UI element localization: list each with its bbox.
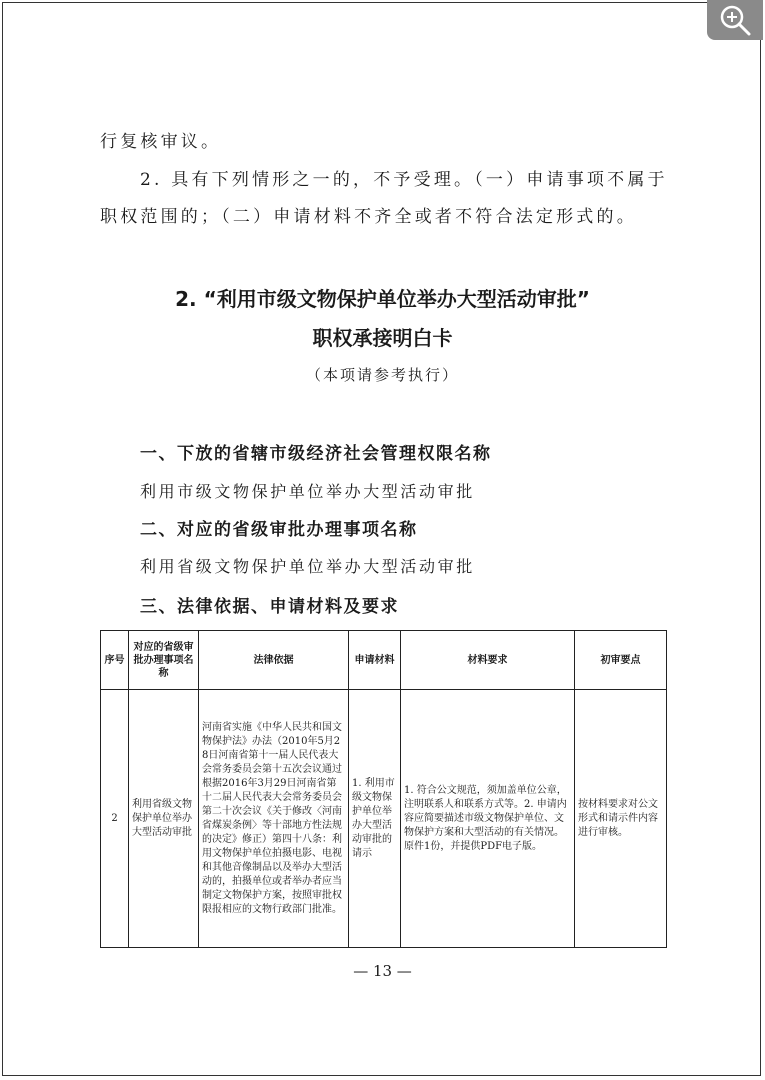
text-line: 2. 具有下列情形之一的，不予受理。（一）申请事项不属于 — [140, 170, 668, 190]
section-heading-1: 一、下放的省辖市级经济社会管理权限名称 — [140, 444, 492, 464]
cell-item: 利用省级文物保护单位举办大型活动审批 — [129, 690, 199, 948]
reference-note: （本项请参考执行） — [305, 366, 459, 384]
cell-requirements: 1. 符合公文规范，须加盖单位公章，注明联系人和联系方式等。2. 申请内容应简要描述市级文物保护单位、文物保护方案和大型活动的有关情况。原件1份，并提供PDF电子版。 — [401, 690, 575, 948]
zoom-in-icon — [718, 3, 752, 37]
header-review: 初审要点 — [575, 631, 667, 690]
card-title: 2. “利用市级文物保护单位举办大型活动审批” — [175, 287, 590, 311]
header-no: 序号 — [101, 631, 129, 690]
header-requirements: 材料要求 — [401, 631, 575, 690]
cell-review: 按材料要求对公文形式和请示件内容进行审核。 — [575, 690, 667, 948]
card-subtitle: 职权承接明白卡 — [312, 326, 453, 350]
table-row — [101, 690, 667, 948]
cell-materials: 1. 利用市级文物保护单位举办大型活动审批的请示 — [349, 690, 401, 948]
cell-no: 2 — [101, 690, 129, 948]
section-heading-3: 三、法律依据、申请材料及要求 — [140, 597, 399, 617]
law-basis-table — [100, 630, 667, 948]
section-text-1: 利用市级文物保护单位举办大型活动审批 — [140, 482, 475, 501]
zoom-in-button[interactable] — [707, 0, 763, 40]
header-item: 对应的省级审批办理事项名称 — [129, 631, 199, 690]
section-heading-2: 二、对应的省级审批办理事项名称 — [140, 520, 418, 540]
text-line: 职权范围的；（二）申请材料不齐全或者不符合法定形式的。 — [100, 207, 637, 227]
header-basis: 法律依据 — [199, 631, 349, 690]
page-number: — 13 — — [353, 962, 412, 980]
header-materials: 申请材料 — [349, 631, 401, 690]
table-header-row — [101, 631, 667, 690]
cell-basis: 河南省实施《中华人民共和国文物保护法》办法（2010年5月28日河南省第十一届人民代表大会常务委员会第十五次会议通过 根据2016年3月29日河南省第十二届人民代表大会常务委员会第二十次会议《关于修改〈河南省煤炭条例〉等十部地方性法规的决定》修正）第四十八条：利用文物保护单位拍摄电影、电视和其他音像制品以及举办大型活动的，拍摄单位或者举办者应当制定文物保护方案，按照审批权限报相应的文物行政部门批准。 — [199, 690, 349, 948]
text-line: 行复核审议。 — [100, 132, 222, 152]
section-text-2: 利用省级文物保护单位举办大型活动审批 — [140, 557, 475, 576]
